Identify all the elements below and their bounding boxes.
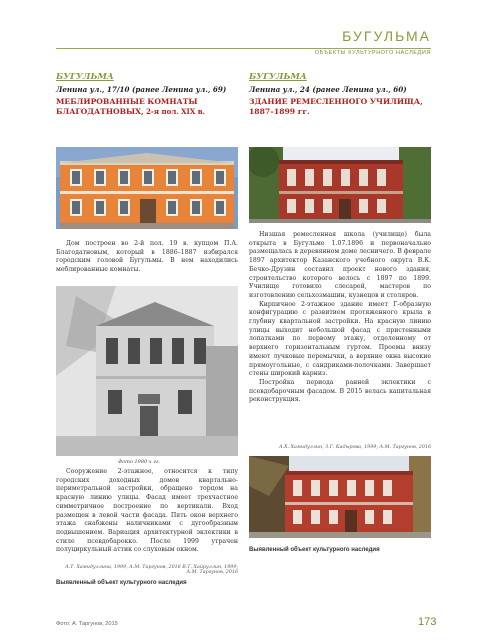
right-entry-credit: А.Х. Хамидуллин, З.Г. Кадырова, 1999; А.М. Таргунов, 2016: [278, 445, 431, 450]
left-photo-caption: Фото 1980-х гг.: [118, 459, 160, 465]
right-building-photo: [249, 147, 431, 223]
footer-photo-credit: Фото: А. Таргунов, 2015: [56, 621, 118, 627]
right-entry-heading: [249, 72, 431, 117]
right-entry-address: Ленина ул., 24 (ранее Ленина ул., 60): [249, 85, 407, 94]
left-entry-body-text: Сооружение 2-этажное, относится к типу городских доходных домов квартально-периметральной застройки, обращено торцом на красную линию улицы. Фасад имеет трехчастное симметричное построение по вертикали. Вход размещен в левой части фасада. Пять окон верхнего этажа снабжены наличниками с дугообразным подвышением. Вариация архитектурной эклектики в стиле псевдобарокко. После 1999 утрачен полуциркульный аттик со слуховым окном.: [56, 468, 238, 554]
left-entry-address: Ленина ул., 17/10 (ранее Ленина ул., 69): [56, 85, 227, 94]
left-entry-body: [56, 468, 238, 555]
left-entry-status: Выявленный объект культурного наследия: [56, 580, 187, 586]
right-entry-title-line2: 1887–1899 гг.: [249, 107, 310, 116]
right-entry-title: [249, 97, 431, 117]
right-entry-body-p2: Кирпичное 2-этажное здание имеет Г-образную конфигурацию с развитием протяженного крыла в глубину квартальной застройки. На красную линию улицы выходит небольшой фасад с пристенными лопатками по первому этажу, отделенному от верхнего горизонтальным гуртом. Проемы внизу имеют лучковые перемычки, а верхние окна высокие прямоугольные, с сандриками-полочками. Завершает стены широкий карниз.: [249, 300, 431, 378]
header-rule: [56, 48, 431, 49]
left-archival-photo: [56, 286, 238, 456]
right-entry-body: [249, 231, 431, 405]
right-entry-body-p1: Низшая ремесленная школа (училище) была открыта в Бугульме 1.07.1896 и первоначально размещалась в деревянном доме лесничего. В феврале 1897 архитектор Казанского учебного округа В.К. Бечко-Друзин составил проект нового здания, строительство которого велось с 1897 по 1899. Училище готовило слесарей, мастеров по изготовлению сельхозмашин, кузнецов и столяров.: [249, 231, 431, 299]
right-entry-status: Выявленный объект культурного наследия: [249, 547, 380, 553]
right-entry-body-p3: Постройка периода ранней эклектики с псевдобарочным фасадом. В 2015 велась капитальная реконструкция.: [249, 378, 431, 404]
section-title: БУГУЛЬМА: [342, 28, 431, 44]
left-entry-title-line2: БЛАГОДАТНОВЫХ,: [56, 107, 144, 116]
left-building-photo: [56, 147, 238, 229]
left-entry-description: [56, 240, 238, 275]
left-entry-credit: А.Т. Хамидуллина, 1999, А.М. Таргунов, 2016 В.Т. Хайруллин, 1999; А.М. Таргунов, 2016: [65, 565, 238, 575]
left-entry-town: БУГУЛЬМА: [56, 72, 114, 82]
left-entry-heading: [56, 72, 238, 117]
right-building-photo-2: [249, 456, 431, 538]
left-entry-title-line1: МЕБЛИРОВАННЫЕ КОМНАТЫ: [56, 97, 198, 106]
left-entry-title: [56, 97, 238, 117]
section-subtitle: ОБЪЕКТЫ КУЛЬТУРНОГО НАСЛЕДИЯ: [314, 50, 431, 56]
page-number: 173: [418, 616, 437, 628]
right-entry-town: БУГУЛЬМА: [249, 72, 307, 82]
right-entry-title-line1: ЗДАНИЕ РЕМЕСЛЕННОГО УЧИЛИЩА,: [249, 97, 423, 106]
left-entry-title-date: 2-я пол. XIX в.: [143, 107, 206, 116]
left-entry-description-text: Дом построен во 2-й пол. 19 в. купцом П.А. Благодатновым, который в 1886–1887 избирался городским головой Бугульмы. В нем находились меблированные комнаты.: [56, 240, 238, 274]
